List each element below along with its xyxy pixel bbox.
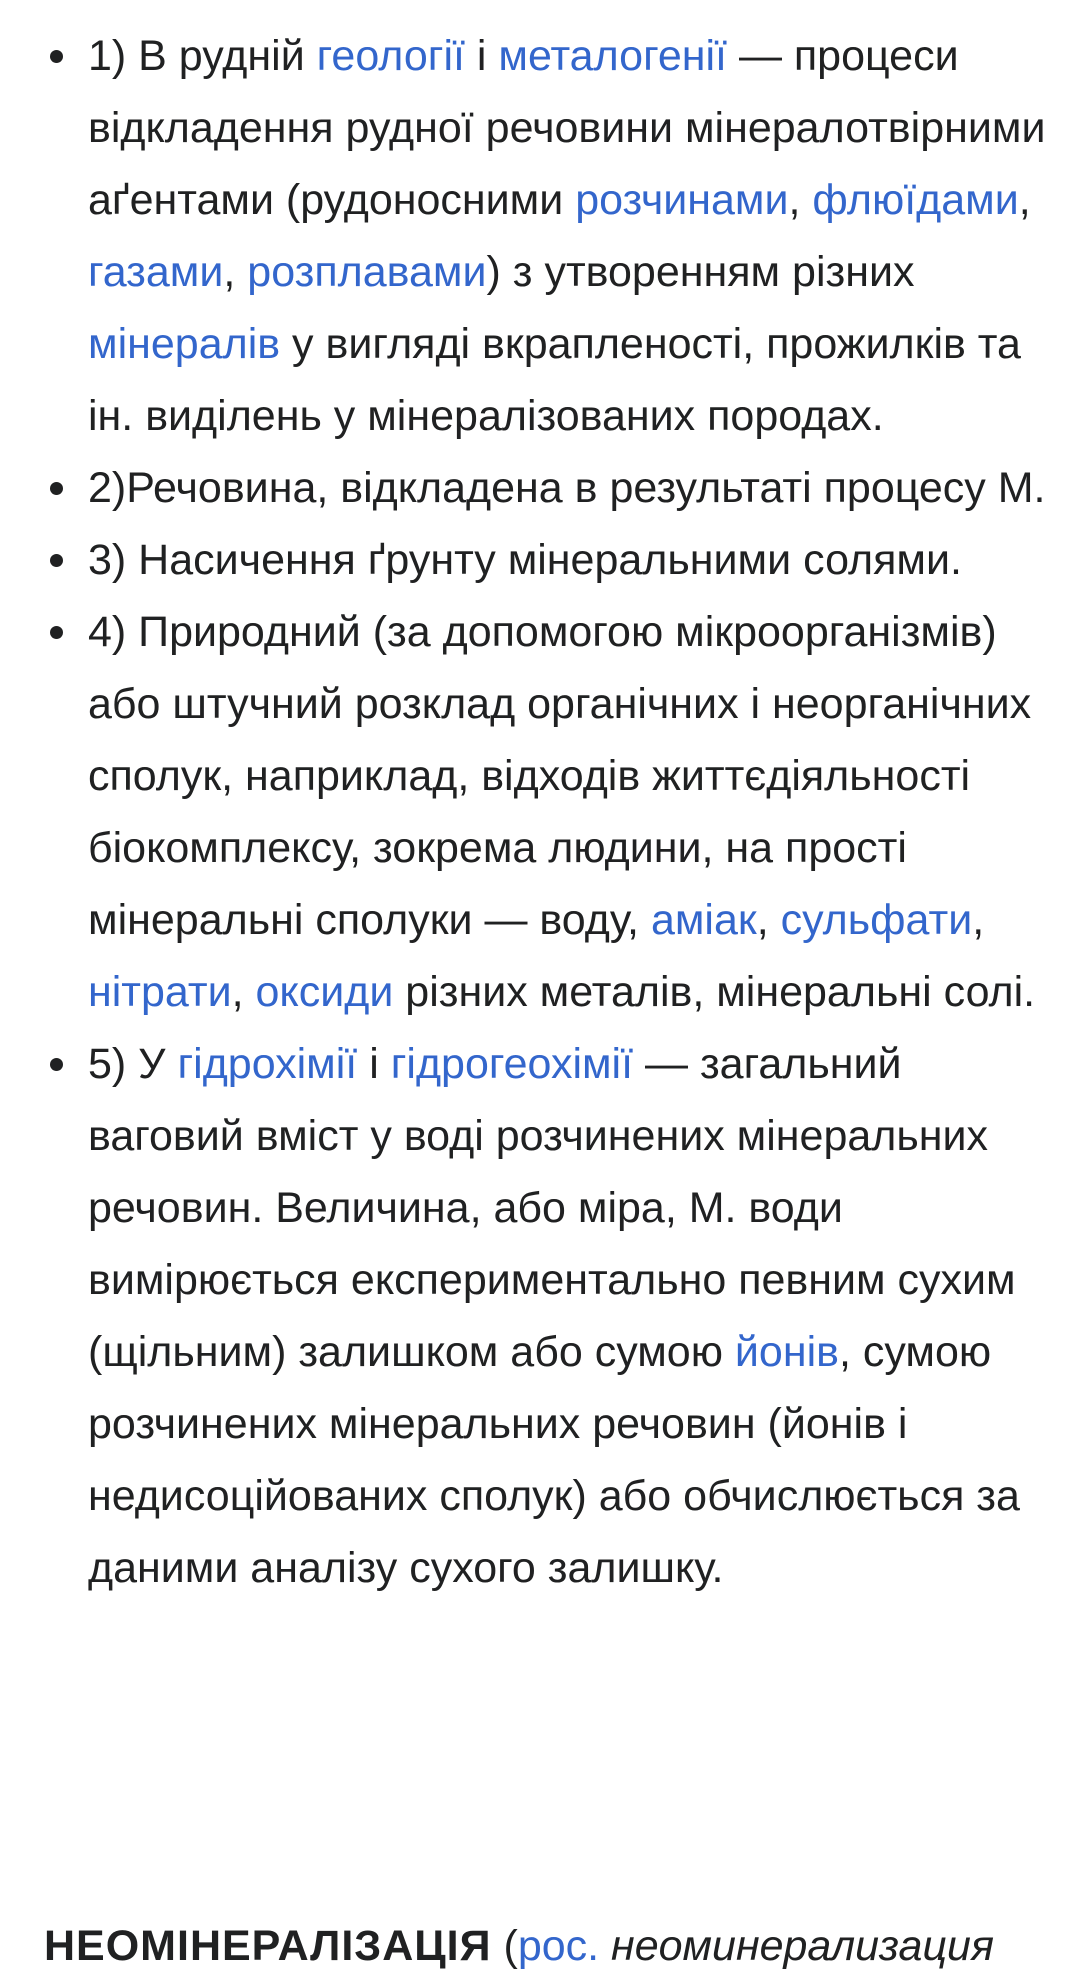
definition-text: ,: [1018, 176, 1031, 224]
bullet-icon: [50, 626, 63, 639]
bullet-icon: [50, 50, 63, 63]
bullet-icon: [50, 482, 63, 495]
term-link[interactable]: геології: [316, 32, 465, 80]
definition-text: 4) Природний (за допомогою мікроорганізмів) або штучний розклад органічних і неорганічних сполук, наприклад, відходів життєдіяльності біокомплексу, зокрема людини, на прості мінеральні сполуки — воду,: [88, 608, 1032, 944]
definition-text: — процеси відкладення рудної речовини мінералотвірними аґентами (рудоносними: [88, 32, 1046, 224]
term-link[interactable]: мінералів: [88, 320, 281, 368]
next-entry-headword: НЕОМІНЕРАЛІЗАЦІЯ: [44, 1922, 492, 1970]
term-link[interactable]: гідрогеохімії: [390, 1040, 634, 1088]
definition-text: різних металів, мінеральні солі.: [393, 968, 1036, 1016]
definition-text: ,: [972, 896, 985, 944]
language-abbrev-link[interactable]: рос.: [517, 1922, 600, 1970]
definition-text: і: [464, 32, 499, 80]
definition-item: [88, 452, 1048, 524]
term-link[interactable]: нітрати: [88, 968, 232, 1016]
definition-text: ,: [788, 176, 813, 224]
term-link[interactable]: йонів: [734, 1328, 839, 1376]
term-link[interactable]: оксиди: [255, 968, 394, 1016]
term-link[interactable]: розплавами: [247, 248, 487, 296]
definition-item: [88, 1028, 1048, 1604]
definition-item: [88, 20, 1048, 452]
bullet-icon: [50, 554, 63, 567]
next-entry: [44, 1910, 994, 1982]
definition-item: [88, 596, 1048, 1028]
term-link[interactable]: сульфати: [780, 896, 973, 944]
definition-text: у вигляді вкрапленості, прожилків та ін. виділень у мінералізованих породах.: [88, 320, 1021, 440]
definition-text: 3) Насичення ґрунту мінеральними солями.: [88, 536, 962, 584]
next-entry-paren: (: [491, 1922, 518, 1970]
definition-text: ,: [231, 968, 256, 1016]
definition-text: 1) В рудній: [88, 32, 317, 80]
definition-item: [88, 524, 1048, 596]
definition-text: 2)Речовина, відкладена в результаті процесу М.: [88, 464, 1046, 512]
term-link[interactable]: розчинами: [575, 176, 789, 224]
term-link[interactable]: газами: [88, 248, 224, 296]
term-link[interactable]: гідрохімії: [177, 1040, 358, 1088]
term-link[interactable]: металогенії: [498, 32, 727, 80]
definitions-list: [88, 20, 1048, 1604]
definition-text: 5) У: [88, 1040, 178, 1088]
definition-text: ) з утворенням різних: [486, 248, 915, 296]
term-link[interactable]: флюїдами: [812, 176, 1019, 224]
definition-text: і: [357, 1040, 391, 1088]
definition-text: — загальний ваговий вміст у воді розчинених мінеральних речовин. Величина, або міра, М. води вимірюється експериментально певним сухим (щільним) залишком або сумою: [88, 1040, 1016, 1376]
definition-text: ,: [223, 248, 248, 296]
term-link[interactable]: аміак: [650, 896, 757, 944]
bullet-icon: [50, 1058, 63, 1071]
foreign-term: неоминерализация: [599, 1922, 994, 1970]
definition-text: , сумою розчинених мінеральних речовин (йонів і недисоційованих сполук) або обчислюється за даними аналізу сухого залишку.: [88, 1328, 1020, 1592]
definition-text: ,: [756, 896, 781, 944]
